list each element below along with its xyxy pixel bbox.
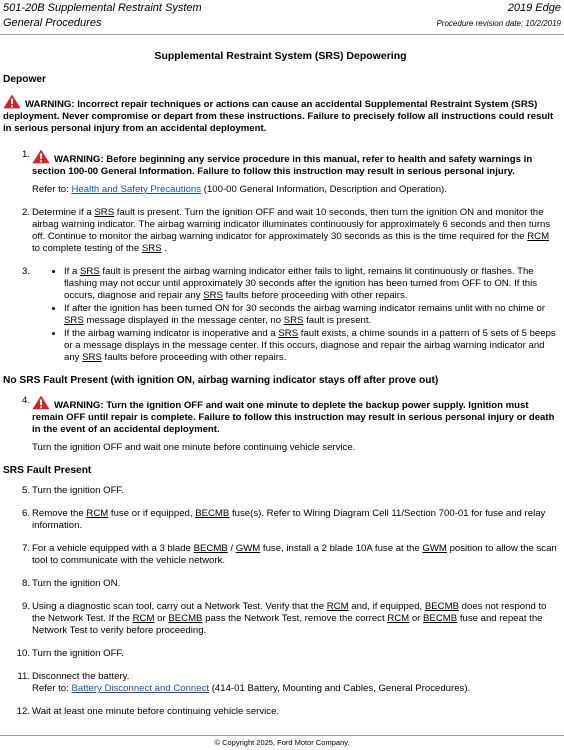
abbr-becmb: BECMB (195, 508, 230, 519)
page-header (0, 0, 564, 35)
step-number: 4. (21, 395, 30, 406)
abbr-srs: SRS (278, 328, 299, 339)
step-number: 10. (16, 648, 30, 659)
step-10: 10. Turn the ignition OFF. (16, 648, 124, 659)
abbr-rcm: RCM (132, 613, 155, 624)
step-3 (3, 266, 558, 364)
step-4-text: Turn the ignition OFF and wait one minute before continuing vehicle service. (32, 442, 356, 453)
abbr-srs: SRS (141, 243, 162, 254)
abbr-rcm: RCM (86, 508, 109, 519)
step-number: 8. (21, 578, 30, 589)
step-4-warning-text: WARNING: Turn the ignition OFF and wait one minute to deplete the backup power supply. Ignition must remain OFF until repair is complete. Failure to follow this instruction may result in serious personal injury or death in the event of an accidental deployment. (32, 400, 555, 435)
list-item: • If the airbag warning indicator is inoperative and a SRS fault exists, a chime sounds in a pattern of 5 sets of 5 beeps or a message displays in the message center. If this occurs, diagnose and repair the airbag warning indicator and any SRS faults before proceeding with other repairs. (64, 328, 558, 364)
abbr-gwm: GWM (235, 543, 261, 554)
step-1 (3, 149, 558, 196)
step-4-warning (32, 395, 558, 436)
abbr-becmb: BECMB (168, 613, 203, 624)
revision-date: Procedure revision date: 10/2/2019 (436, 19, 561, 28)
step-1-warning-text: WARNING: Before beginning any service procedure in this manual, refer to health and safety warnings in section 100-00 General Information. Failure to follow this instruction may result in serious personal injury. (32, 154, 533, 177)
page-title: Supplemental Restraint System (SRS) Depowering (154, 50, 407, 62)
warning-triangle-icon (3, 94, 21, 109)
step-number: 11. (17, 671, 30, 682)
abbr-becmb: BECMB (193, 543, 228, 554)
health-safety-link[interactable]: Health and Safety Precautions (71, 184, 202, 195)
step-number: 1. (21, 149, 30, 160)
procedure-body (3, 50, 558, 729)
abbr-rcm: RCM (326, 601, 349, 612)
step-3-bullets (32, 266, 558, 364)
main-warning-text: WARNING: Incorrect repair techniques or actions can cause an accidental Supplemental Restraint System (SRS) deployment. Never compromise or depart from these instructions. Failure to precisely follow all instructions could result in serious personal injury from an accidental deployment. (3, 99, 554, 134)
step-number: 12. (16, 706, 30, 717)
copyright-footer: © Copyright 2025, Ford Motor Company. (0, 735, 564, 750)
step-number: 2. (21, 207, 30, 218)
step-number: 3. (21, 266, 30, 277)
section-heading-fault: SRS Fault Present (3, 465, 92, 476)
abbr-srs: SRS (80, 266, 100, 277)
step-11-refer: Refer to: Battery Disconnect and Connect (414-01 Battery, Mounting and Cables, General Procedures). (32, 683, 471, 694)
step-number: 5. (21, 485, 30, 496)
abbr-rcm: RCM (527, 231, 550, 242)
step-11: 11. Disconnect the battery. Refer to: Battery Disconnect and Connect (414-01 Battery, Mounting and Cables, General Procedures). (3, 671, 558, 695)
step-7: 7. For a vehicle equipped with a 3 blade BECMB / GWM fuse, install a 2 blade 10A fuse at the GWM position to allow the scan tool to communicate with the vehicle network. (3, 543, 558, 567)
step-number: 7. (21, 543, 30, 554)
section-heading-no-fault: No SRS Fault Present (with ignition ON, airbag warning indicator stays off after prove out) (3, 375, 439, 386)
battery-disconnect-link[interactable]: Battery Disconnect and Connect (71, 683, 210, 694)
step-9: 9. Using a diagnostic scan tool, carry out a Network Test. Verify that the RCM and, if equipped, BECMB does not respond to the Network Test. If the RCM or BECMB pass the Network Test, remove the correct RCM or BECMB fuse and repeat the Network Test to verify before proceeding. (3, 601, 558, 637)
step-1-warning (32, 149, 558, 178)
step-6: 6. Remove the RCM fuse or if equipped, BECMB fuse(s). Refer to Wiring Diagram Cell 11/Section 700-01 for fuse and relay information. (3, 508, 558, 532)
abbr-srs: SRS (64, 315, 84, 326)
main-warning (3, 94, 558, 135)
abbr-srs: SRS (283, 315, 304, 326)
step-1-refer: Refer to: Health and Safety Precautions (100-00 General Information, Description and Operation). (32, 184, 447, 195)
abbr-rcm: RCM (387, 613, 410, 624)
step-number: 6. (21, 508, 30, 519)
document-section: General Procedures (3, 17, 102, 29)
abbr-srs: SRS (94, 207, 115, 218)
document-code: 501-20B Supplemental Restraint System (3, 2, 202, 14)
list-item: • If after the ignition has been turned ON for 30 seconds the airbag warning indicator remains unlit with no chime or SRS message displayed in the message center, no SRS fault is present. (64, 303, 558, 327)
step-4 (3, 395, 558, 454)
section-heading-depower: Depower (3, 74, 47, 85)
step-12: 12. Wait at least one minute before continuing vehicle service. (16, 706, 280, 717)
warning-triangle-icon (32, 149, 50, 164)
list-item: • If a SRS fault is present the airbag warning indicator either fails to light, remains lit continuously or flashes. The flashing may not occur until approximately 30 seconds after the ignition has been turned from OFF to ON. If this occurs, diagnose and repair any SRS faults before proceeding with other repairs. (64, 266, 558, 302)
step-number: 9. (21, 601, 30, 612)
vehicle-model: 2019 Edge (507, 2, 561, 14)
step-2: 2. Determine if a SRS fault is present. Turn the ignition OFF and wait 10 seconds, then turn the ignition ON and monitor the airbag warning indicator. The airbag warning indicator illuminates continuously for approximately 6 seconds and then turns off. Continue to monitor the airbag warning indicator for approximately 30 seconds as this is the time required for the RCM to complete testing of the SRS . (3, 207, 558, 255)
abbr-becmb: BECMB (424, 601, 459, 612)
abbr-srs: SRS (203, 290, 223, 301)
abbr-gwm: GWM (422, 543, 447, 554)
warning-triangle-icon (32, 395, 50, 410)
step-5: 5. Turn the ignition OFF. (3, 485, 558, 497)
abbr-srs: SRS (82, 352, 102, 363)
step-8: 8. Turn the ignition ON. (3, 578, 558, 590)
abbr-becmb: BECMB (423, 613, 458, 624)
